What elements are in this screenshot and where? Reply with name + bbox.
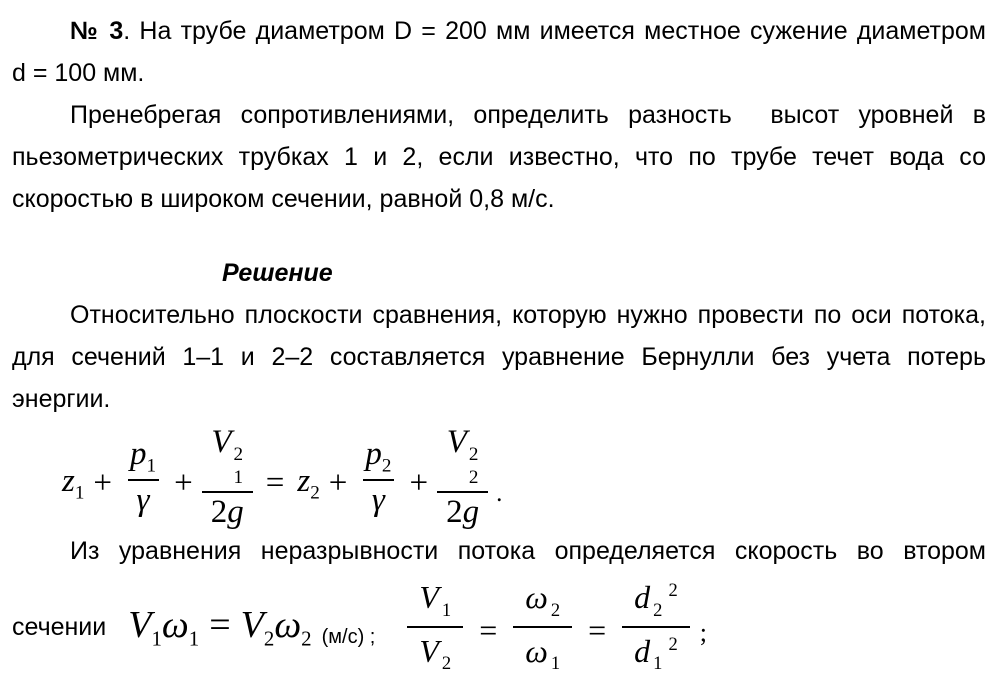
velocity-ratio-equation [407,574,707,679]
continuity-intro-line: Из уравнения неразрывности потока определяется скорость во втором [70,537,986,565]
continuity-prefix: сечении [12,612,107,641]
solution-heading: Решение [222,259,333,287]
bernoulli-equation [62,423,986,531]
fraction-w2-w1: $\frac{\omega _2}{\omega _1}$ [513,574,572,679]
fraction-p2-gamma: $\frac{p_2}{\gamma}$ [356,435,400,521]
equation-semicolon: ; [699,618,707,647]
problem-number: № 3 [70,17,124,45]
task-line-2: пьезометрических трубках 1 и 2, если известно, что по трубе течет вода со [12,143,986,171]
term-z2: $z_2$ [297,463,320,504]
plus-operator: + [174,464,193,501]
equals-sign: = [209,603,231,646]
equation-period: . [496,480,503,507]
units-label: (м/с) ; [321,625,376,648]
fraction-v2sq-2g: V 2 2 2g [437,423,488,533]
fraction-v1sq-2g: V 2 1 2g [202,423,253,533]
task-line-1: Пренебрегая сопротивлениями, определить разность высот уровней в [70,101,986,129]
equals-sign: = [265,464,285,501]
continuity-equation-row [12,576,986,678]
plus-operator: + [409,464,429,501]
problem-statement-line-1 [12,10,986,52]
equals-sign: = [479,611,498,648]
problem-statement-line-2: d = 100 мм. [12,59,145,87]
plus-operator: + [328,464,348,501]
problem-text: . На трубе диаметром D = 200 мм имеется местное сужение диаметром [123,17,986,45]
equals-sign: = [588,611,607,648]
plus-operator: + [93,464,113,501]
fraction-p1-gamma: $\frac{p_1}{\gamma}$ [121,435,165,521]
term-z1: $z_1$ [62,463,85,504]
fraction-v1-v2: $\frac{V _1}{V _2}$ [407,574,463,679]
continuity-equation: $V_1\omega_1 = V_2\omega_2$ [128,603,312,651]
solution-line-1: Относительно плоскости сравнения, которую нужно провести по оси потока, [70,301,986,329]
fraction-d2sq-d1sq: $\frac{d _2^2}{d _1^2}$ [622,574,690,679]
solution-line-3: энергии. [12,385,111,413]
solution-line-2: для сечений 1–1 и 2–2 составляется уравнение Бернулли без учета потерь [12,343,986,371]
task-line-3: скоростью в широком сечении, равной 0,8 м/с. [12,185,555,213]
